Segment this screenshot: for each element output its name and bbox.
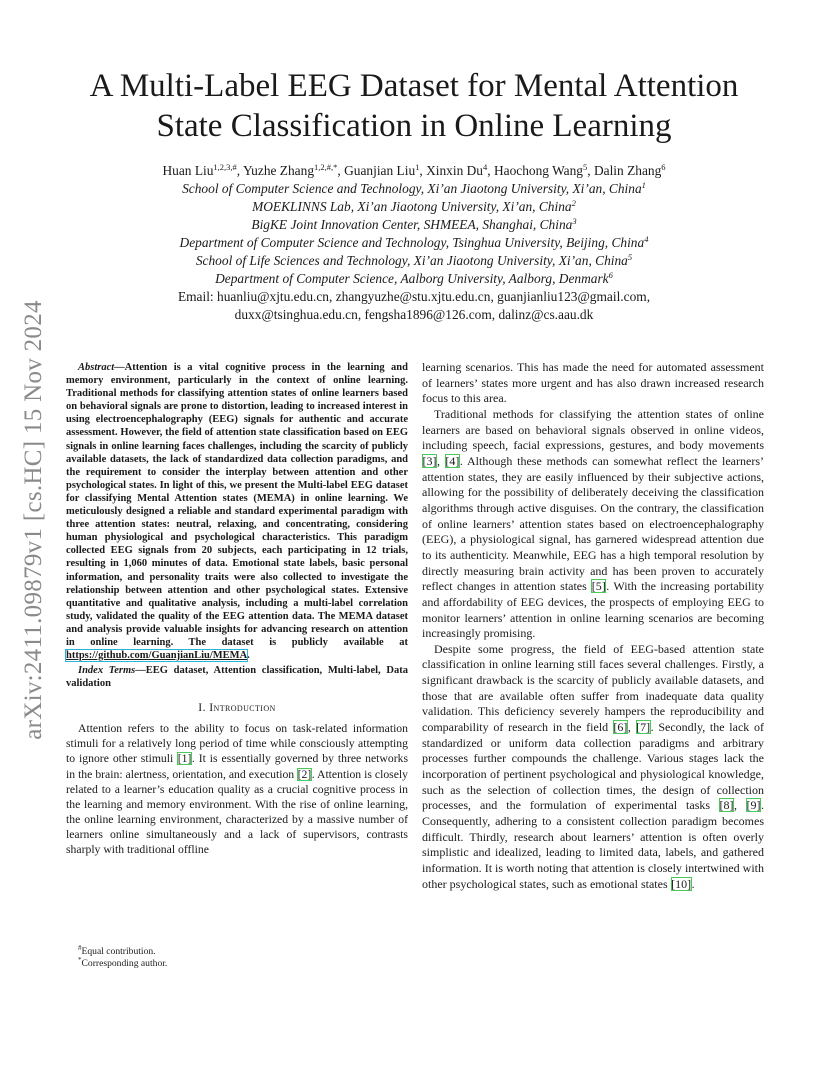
intro-paragraph-2-continued: learning scenarios. This has made the need for automated assessment of learners’ states more urgent and has also drawn increased research focus to this area. [422, 360, 764, 406]
author-3: Guanjian Liu$^1$ [344, 162, 420, 178]
citation-6[interactable]: [6] [613, 720, 628, 735]
citation-1[interactable]: [1] [177, 752, 192, 766]
affiliation-4: Department of Computer Science and Technology, Tsinghua University, Beijing, China$^4$ [179, 234, 649, 250]
index-terms-label: Index Terms [78, 665, 136, 677]
paper-title [60, 66, 768, 146]
author-5: Haochong Wang$^5$ [493, 162, 588, 178]
affiliation-5: School of Life Sciences and Technology, Xi’an Jiaotong University, Xi’an, China$^5$ [195, 252, 633, 268]
footnote-equal-contribution: #Equal contribution. [78, 944, 156, 957]
citation-10[interactable]: [10] [671, 876, 692, 891]
abstract-body: Attention is a vital cognitive process in the learning and memory environment, particularly in the context of online learning. Traditional methods for classifying attention states of online learners based on behavioral signals are prone to distortion, leading to increased interest in using electroencephalography (EEG) signals for authentic and accurate assessment. However, the field of attention state classification based on EEG signals in online learning faces challenges, including the scarcity of publicly available datasets, the lack of standardized data collection paradigms, and the requirement to consider the interplay between attention and other psychological states. In light of this, we present the Multi-label EEG dataset for classifying Mental Attention states (MEMA) in online learning. We meticulously designed a reliable and standard experimental paradigm with three attention states: neutral, relaxing, and concentrating, considering human physiological and psychological characteristics. This paradigm collected EEG signals from 20 subjects, each participating in 12 trials, resulting in 1,060 minutes of data. Emotional state labels, basic personal information, and personality traits were also collected to investigate the relationship between attention and other psychological states. Extensive quantitative and qualitative analysis, including a multi-label correlation study, validated the quality of the EEG attention data. The MEMA dataset and analysis provide valuable insights for advancing research on attention in online learning. The dataset is publicly available at [66, 362, 408, 648]
abstract-label: Abstract [78, 362, 115, 373]
dataset-link[interactable]: https://github.com/GuanjianLiu/MEMA [66, 650, 248, 662]
author-2: Yuzhe Zhang$^{1,2,\#,*}$ [243, 162, 338, 178]
author-1: Huan Liu$^{1,2,3,\#}$ [162, 162, 237, 178]
author-4: Xinxin Du$^4$ [426, 162, 488, 178]
arxiv-identifier-text: arXiv:2411.09879v1 [cs.HC] 15 Nov 2024 [20, 300, 48, 740]
intro-paragraph-4: Despite some progress, the field of EEG-based attention state classification in online learning still faces several challenges. Firstly, a significant drawback is the scarcity of publicly available datasets, and those that are available often suffer from inadequate data quality validation. This deficiency severely hampers the reproducibility and comparability of research in the field [6], [7]. Secondly, the lack of standardized or uniform data collection paradigms and arbitrary processes further compounds the challenge. Various stages lack the incorporation of pertinent psychological and physiological knowledge, such as the selection of collection times, the design of collection processes, and the formulation of experimental tasks [8], [9]. Consequently, adhering to a consistent collection paradigm becomes difficult. Thirdly, research about learners’ attention is often overly simplistic and idealized, leading to limited data, labels, and gathered information. It is worth noting that attention is closely intertwined with other psychological states, such as emotional states [10]. [422, 641, 764, 891]
intro-paragraph-3: Traditional methods for classifying the attention states of online learners are based on behavioral signals observed in online videos, including speech, facial expressions, gestures, and body movements [3], [4]. Although these methods can somewhat reflect the learners’ attention states, they are easily influenced by their subjective actions, allowing for the possibility of deliberately deceiving the classification algorithms through active disguises. On the contrary, the classification of online learners’ attention states based on electroencephalography (EEG), a physiological signal, has garnered widespread attention due to its authenticity. Meanwhile, EEG has a high temporal resolution by directly measuring brain activity and has been proven to accurately reflect changes in attention states [5]. With the increasing portability and affordability of EEG devices, the prospects of employing EEG to monitor learners’ attention in online learning scenarios are becoming increasingly promising. [422, 406, 764, 641]
affiliation-2: MOEKLINNS Lab, Xi’an Jiaotong University, Xi’an, China$^2$ [252, 198, 576, 214]
author-block [70, 162, 758, 324]
affiliation-3: BigKE Joint Innovation Center, SHMEEA, Shanghai, China$^3$ [251, 216, 577, 232]
footnote-corresponding-author: *Corresponding author. [78, 956, 168, 970]
abstract: Abstract—Attention is a vital cognitive process in the learning and memory environment, particularly in the context of online learning. Traditional methods for classifying attention states of online learners based on behavioral signals are prone to distortion, leading to increased interest in using electroencephalography (EEG) signals for authentic and accurate assessment. However, the field of attention state classification based on EEG signals in online learning faces challenges, including the scarcity of publicly available datasets, the lack of standardized data collection paradigms, and the requirement to consider the interplay between attention and other psychological states. In light of this, we present the Multi-label EEG dataset for classifying Mental Attention states (MEMA) in online learning. We meticulously designed a reliable and standard experimental paradigm with three attention states: neutral, relaxing, and concentrating, considering human physiological and psychological characteristics. This paradigm collected EEG signals from 20 subjects, each participating in 12 trials, resulting in 1,060 minutes of data. Emotional state labels, basic personal information, and personality traits were also collected to investigate the relationship between attention and other psychological states. Extensive quantitative and qualitative analysis, including a multi-label correlation study, validated the quality of the EEG attention data. The MEMA dataset and analysis provide valuable insights for advancing research on attention in online learning. The dataset is publicly available at https://github.com/GuanjianLiu/MEMA. [66, 362, 408, 662]
arxiv-identifier [14, 280, 54, 760]
section-heading-introduction: I. Introduction [198, 701, 276, 715]
title-line-1: A Multi-Label EEG Dataset for Mental Attention [89, 68, 739, 104]
citation-2[interactable]: [2] [297, 767, 312, 781]
citation-4[interactable]: [4] [445, 453, 460, 468]
footnotes [66, 946, 408, 970]
citation-9[interactable]: [9] [746, 798, 761, 813]
citation-5[interactable]: [5] [591, 579, 606, 594]
citation-3[interactable]: [3] [422, 453, 437, 468]
left-column [66, 361, 408, 857]
index-terms-body: EEG dataset, Attention classification, Multi-label, Data validation [66, 665, 408, 690]
affiliation-6: Department of Computer Science, Aalborg University, Aalborg, Denmark$^6$ [215, 270, 613, 286]
citation-8[interactable]: [8] [719, 798, 734, 813]
citation-7[interactable]: [7] [636, 720, 651, 735]
index-terms: Index Terms—EEG dataset, Attention classification, Multi-label, Data validation [66, 665, 408, 690]
title-line-2: State Classification in Online Learning [156, 108, 672, 144]
right-column [422, 360, 764, 892]
intro-paragraph-1: Attention refers to the ability to focus on task-related information stimuli for a relatively long period of time while consciously attempting to ignore other stimuli [1]. It is essentially governed by three networks in the brain: alertness, orientation, and execution [2]. Attention is closely related to a learner’s education quality as a crucial cognitive process in the learning and memory environment. With the rise of online learning, the online learning environment, characterized by a massive number of learners online simultaneously and a lack of supervisors, contrasts sharply with traditional offline [66, 722, 408, 856]
email-line-2: duxx@tsinghua.edu.cn, fengsha1896@126.com, dalinz@cs.aau.dk [234, 307, 594, 322]
email-line-1: Email: huanliu@xjtu.edu.cn, zhangyuzhe@stu.xjtu.edu.cn, guanjianliu123@gmail.com, [177, 289, 651, 304]
author-6: Dalin Zhang$^6$ [593, 162, 666, 178]
author-list: Huan Liu$^{1,2,3,\#}$, Yuzhe Zhang$^{1,2,\#,*}$, Guanjian Liu$^1$, Xinxin Du$^4$, Haochong Wang$^5$, Dalin Zhang$^6$ [162, 162, 666, 178]
affiliation-1: School of Computer Science and Technology, Xi’an Jiaotong University, Xi’an, China$^1$ [182, 180, 646, 196]
